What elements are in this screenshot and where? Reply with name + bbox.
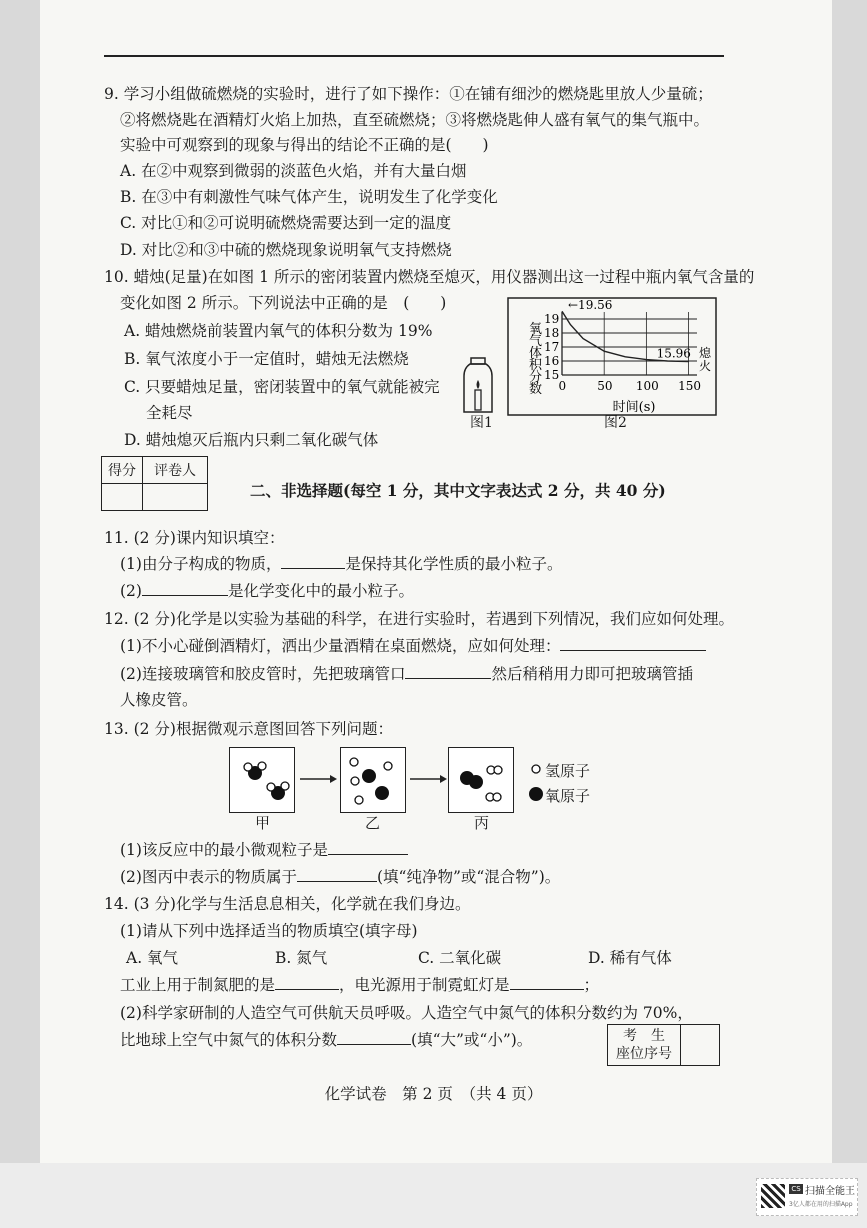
q10-option-b: B. 氧气浓度小于一定值时，蜡烛无法燃烧 xyxy=(124,350,409,368)
q11-head: 11. (2 分)课内知识填空： xyxy=(104,529,285,547)
header-rule xyxy=(104,55,724,57)
legend-hydrogen: 氢原子 xyxy=(545,762,591,780)
q12-blank1[interactable] xyxy=(560,636,706,651)
q10-option-c: C. 只要蜡烛足量，密闭装置中的氧气就能被完 xyxy=(124,378,440,396)
q11-part1: (1)由分子构成的物质， 是保持其化学性质的最小粒子。 xyxy=(120,555,563,573)
q9-option-b: B. 在③中有刺激性气味气体产生，说明发生了化学变化 xyxy=(120,188,498,206)
x-tick-label: 100 xyxy=(635,379,659,393)
scan-footer-bar xyxy=(0,1163,867,1228)
section2-title: 二、非选择题(每空 1 分，其中文字表达式 2 分，共 40 分) xyxy=(250,481,666,500)
candle-jar-figure xyxy=(462,356,502,418)
label-jia: 甲 xyxy=(255,814,271,832)
score-table xyxy=(101,456,208,511)
oxygen-atom-icon xyxy=(528,786,544,802)
qr-code-icon xyxy=(761,1184,785,1208)
y-tick-label: 17 xyxy=(544,340,560,354)
q9-line2: ②将燃烧匙在酒精灯火焰上加热，直至硫燃烧；③将燃烧匙伸人盛有氧气的集气瓶中。 xyxy=(120,111,710,129)
y-tick-label: 19 xyxy=(544,312,560,326)
seat-label: 考 生 座位序号 xyxy=(608,1025,681,1066)
page-footer: 化学试卷 第 2 页 （共 4 页） xyxy=(324,1085,543,1103)
x-tick-label: 150 xyxy=(678,379,701,393)
scanner-title: 扫描全能王 xyxy=(805,1186,855,1197)
q14-part1: (1)请从下列中选择适当的物质填空(填字母) xyxy=(120,922,418,940)
chart-xlabel: 时间(s) xyxy=(612,400,656,415)
q13-blank2[interactable] xyxy=(297,867,377,882)
y-tick-label: 18 xyxy=(544,326,560,340)
scanner-subtitle: 3亿人都在用的扫描App xyxy=(789,1201,853,1208)
q14-option-b: B. 氮气 xyxy=(275,949,328,967)
q14-part2-cont: 比地球上空气中氮气的体积分数 (填“大”或“小”)。 xyxy=(120,1031,533,1049)
micro-yi-box xyxy=(340,747,406,813)
end-value-label: 15.96 xyxy=(656,346,691,361)
y-tick-label: 15 xyxy=(544,368,560,382)
micro-jia-box xyxy=(229,747,295,813)
q14-part2: (2)科学家研制的人造空气可供航天员呼吸。人造空气中氮气的体积分数约为 70%， xyxy=(120,1004,693,1022)
q14-head: 14. (3 分)化学与生活息息相关，化学就在我们身边。 xyxy=(104,895,471,913)
chart-ylabel-3: 体 xyxy=(529,346,543,361)
q13-blank1[interactable] xyxy=(328,840,408,855)
fig2-label: 图2 xyxy=(604,415,627,431)
q10-option-c-cont: 全耗尽 xyxy=(146,404,193,422)
q12-blank2[interactable] xyxy=(405,664,491,679)
hydrogen-atom-icon xyxy=(530,763,542,775)
chart-ylabel-1: 氧 xyxy=(529,322,543,337)
q14-blank2[interactable] xyxy=(510,975,584,990)
oxygen-chart xyxy=(507,297,717,417)
label-bing: 丙 xyxy=(474,814,490,832)
arrow-right-icon xyxy=(300,773,338,785)
chart-ylabel-4: 积 xyxy=(529,358,543,373)
q9-option-d: D. 对比②和③中硫的燃烧现象说明氧气支持燃烧 xyxy=(120,241,452,259)
q10-line2: 变化如图 2 所示。下列说法中正确的是 ( ) xyxy=(120,294,447,312)
q12-head: 12. (2 分)化学是以实验为基础的科学，在进行实验时，若遇到下列情况，我们应如何处理。 xyxy=(104,610,734,628)
q13-head: 13. (2 分)根据微观示意图回答下列问题： xyxy=(104,720,393,738)
fig1-label: 图1 xyxy=(470,415,493,431)
q11-part2: (2) 是化学变化中的最小粒子。 xyxy=(120,582,414,600)
q14-option-c: C. 二氧化碳 xyxy=(418,949,502,967)
x-tick-label: 0 xyxy=(558,379,567,393)
seat-number-table xyxy=(607,1024,720,1066)
score-label: 得分 xyxy=(102,457,143,484)
q10-option-a: A. 蜡烛燃烧前装置内氧气的体积分数为 19% xyxy=(124,322,433,340)
q9-option-c: C. 对比①和②可说明硫燃烧需要达到一定的温度 xyxy=(120,214,452,232)
legend-oxygen: 氧原子 xyxy=(545,787,591,805)
q9-option-a: A. 在②中观察到微弱的淡蓝色火焰，并有大量白烟 xyxy=(120,162,467,180)
scanner-badge: CS xyxy=(789,1184,803,1194)
arrow-right-icon xyxy=(410,773,448,785)
micro-bing-box xyxy=(448,747,514,813)
label-yi: 乙 xyxy=(365,814,381,832)
x-tick-label: 50 xyxy=(597,379,613,393)
q12-part1: (1)不小心碰倒酒精灯，洒出少量酒精在桌面燃烧，应如何处理： xyxy=(120,636,706,656)
chart-ylabel-6: 数 xyxy=(529,382,543,397)
extinguish-note-2: 火 xyxy=(699,358,712,373)
q13-part2: (2)图丙中表示的物质属于 (填“纯净物”或“混合物”)。 xyxy=(120,868,561,886)
extinguish-note-1: 熄 xyxy=(699,345,712,360)
chart-ylabel-5: 分 xyxy=(529,370,543,385)
score-cell[interactable] xyxy=(102,484,143,511)
q14-blank3[interactable] xyxy=(337,1030,411,1045)
q14-option-d: D. 稀有气体 xyxy=(588,949,672,967)
q9-line3: 实验中可观察到的现象与得出的结论不正确的是( ) xyxy=(120,136,489,154)
q10-option-d: D. 蜡烛熄灭后瓶内只剩二氧化碳气体 xyxy=(124,431,379,449)
q14-option-a: A. 氧气 xyxy=(126,949,179,967)
seat-cell[interactable] xyxy=(681,1025,720,1066)
q11-blank2[interactable] xyxy=(142,581,228,596)
scanner-watermark xyxy=(756,1178,858,1216)
y-tick-label: 16 xyxy=(544,354,560,368)
q10-line1: 10. 蜡烛(足量)在如图 1 所示的密闭装置内燃烧至熄灭，用仪器测出这一过程中瓶内氧气含量的 xyxy=(104,268,755,286)
q11-blank1[interactable] xyxy=(281,554,345,569)
grader-cell[interactable] xyxy=(143,484,208,511)
q14-blank1[interactable] xyxy=(275,975,339,990)
q14-fill-line: 工业上用于制氮肥的是 ，电光源用于制霓虹灯是 ； xyxy=(120,976,600,994)
grader-label: 评卷人 xyxy=(143,457,208,484)
q13-part1: (1)该反应中的最小微观粒子是 xyxy=(120,840,408,860)
start-value-label: ←19.56 xyxy=(568,298,613,313)
chart-ylabel-2: 气 xyxy=(529,334,543,349)
q12-part2-cont: 人橡皮管。 xyxy=(120,691,198,709)
q12-part2: (2)连接玻璃管和胶皮管时，先把玻璃管口 然后稍稍用力即可把玻璃管插 xyxy=(120,665,693,683)
q9-line1: 9. 学习小组做硫燃烧的实验时，进行了如下操作：①在铺有细沙的燃烧匙里放人少量硫； xyxy=(104,85,713,103)
